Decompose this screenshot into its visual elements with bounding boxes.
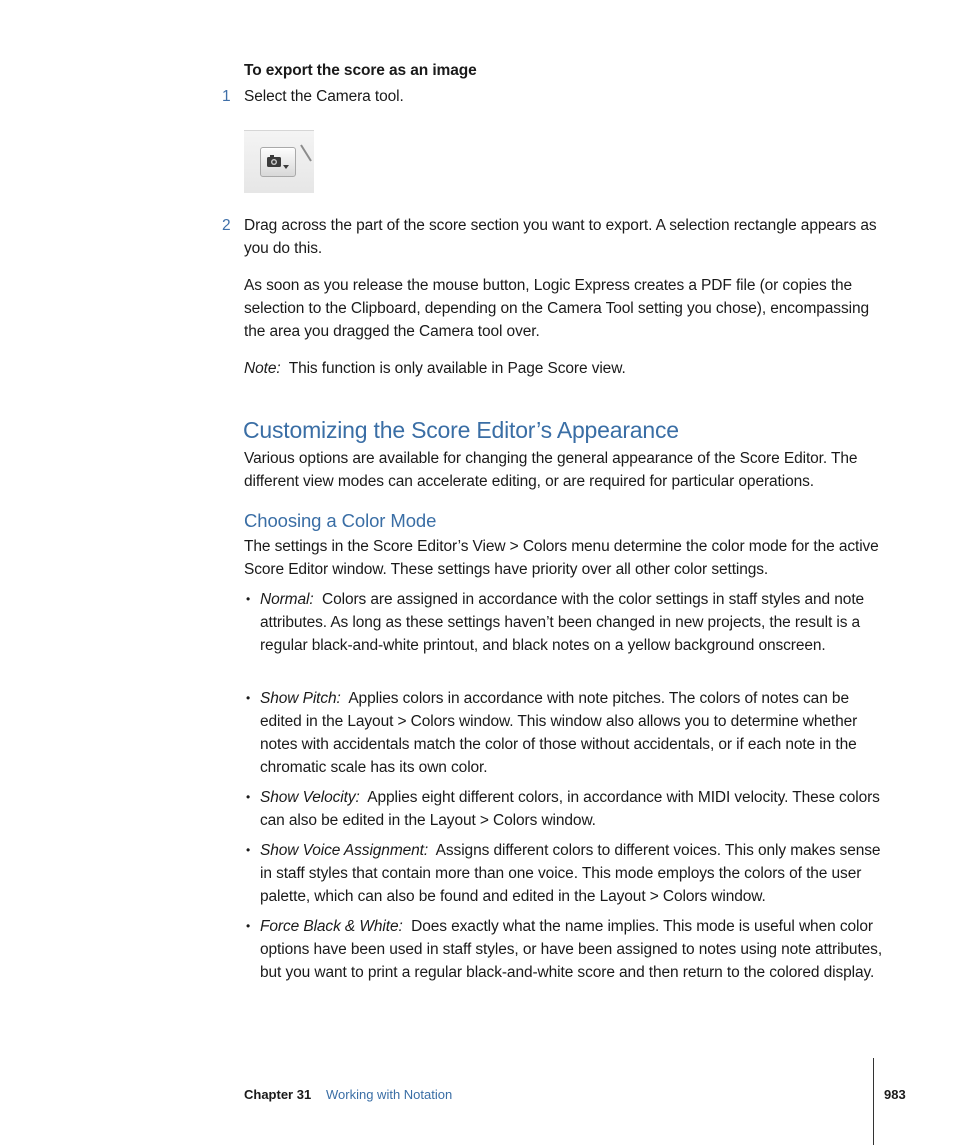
- bullet-marker: •: [246, 843, 251, 857]
- step-1-number: 1: [222, 88, 231, 105]
- section-heading: Customizing the Score Editor’s Appearance: [243, 417, 679, 443]
- bullet-marker: •: [246, 790, 251, 804]
- bullet-item: [246, 915, 886, 984]
- bullet-text: Applies colors in accordance with note pitches. The colors of notes can be edited in the Layout > Colors window. This window also allows you to determine whether notes with accidentals match the color of those without accidentals, or if each note in the chromatic scale has its own color.: [260, 690, 858, 776]
- bullet-item: [246, 687, 886, 779]
- bullet-text: Assigns different colors to different voices. This only makes sense in staff styles that contain more than one voice. This mode employs the colors of the user palette, which can also be found and edited in the Layout > Colors window.: [260, 842, 881, 905]
- bullet-term: Show Velocity:: [260, 789, 360, 806]
- bullet-text: Applies eight different colors, in accordance with MIDI velocity. These colors can also be edited in the Layout > Colors window.: [260, 789, 880, 829]
- bullet-marker: •: [246, 919, 251, 933]
- note-label: Note:: [244, 360, 281, 377]
- task-title: To export the score as an image: [244, 62, 477, 79]
- footer-divider: [873, 1058, 874, 1145]
- bullet-item: [246, 588, 886, 657]
- camera-tool-button[interactable]: [260, 147, 296, 177]
- note: [244, 357, 884, 380]
- bullet-term: Force Black & White:: [260, 918, 403, 935]
- footer-chapter-title[interactable]: Working with Notation: [326, 1087, 453, 1102]
- section-intro: Various options are available for changing the general appearance of the Score Editor. The different view modes can accelerate editing, or are required for particular operations.: [244, 450, 858, 490]
- page-number: 983: [884, 1087, 906, 1102]
- bullet-marker: •: [246, 592, 251, 606]
- bullet-term: Normal:: [260, 591, 314, 608]
- step-1-text: Select the Camera tool.: [244, 88, 404, 105]
- bullet-marker: •: [246, 691, 251, 705]
- subsection-heading: Choosing a Color Mode: [244, 510, 437, 531]
- step-2-number: 2: [222, 217, 231, 234]
- bullet-item: [246, 839, 886, 908]
- bullet-item: [246, 786, 886, 832]
- footer-chapter: Chapter 31: [244, 1087, 312, 1102]
- camera-icon: [265, 153, 291, 171]
- bullet-text: Does exactly what the name implies. This mode is useful when color options have been used in staff styles, or have been assigned to notes using note attributes, but you want to print a regular black-and-white score and then return to the colored display.: [260, 918, 883, 981]
- bullet-term: Show Voice Assignment:: [260, 842, 429, 859]
- step-2-text: Drag across the part of the score section you want to export. A selection rectangle appears as you do this.: [244, 217, 877, 257]
- subsection-intro: The settings in the Score Editor’s View > Colors menu determine the color mode for the active Score Editor window. These settings have priority over all other color settings.: [244, 538, 879, 578]
- camera-tool-figure: [244, 130, 314, 193]
- result-paragraph: As soon as you release the mouse button, Logic Express creates a PDF file (or copies the selection to the Clipboard, depending on the Camera Tool setting you chose), encompassing the area you dragged the Camera tool over.: [244, 277, 869, 340]
- bullet-term: Show Pitch:: [260, 690, 341, 707]
- pencil-tool-icon: [300, 143, 312, 173]
- bullet-text: Colors are assigned in accordance with the color settings in staff styles and note attributes. As long as these settings haven’t been changed in new projects, the result is a regular black-and-white printout, and black notes on a yellow background onscreen.: [260, 591, 865, 654]
- note-text: This function is only available in Page Score view.: [288, 360, 626, 377]
